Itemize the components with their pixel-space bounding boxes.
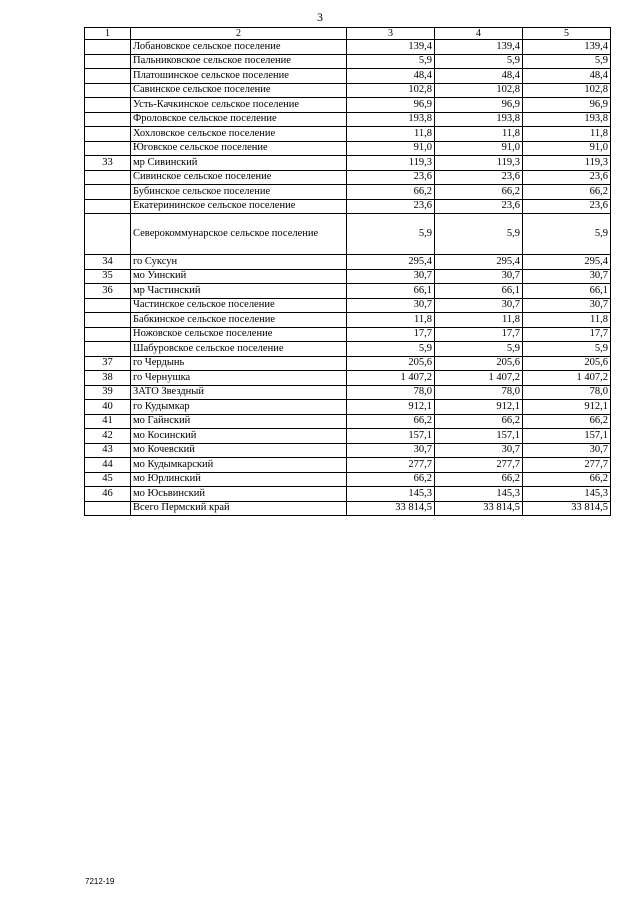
table-row: [85, 458, 611, 473]
municipality-name-cell: мо Уинский: [131, 269, 347, 284]
municipality-name-cell: мо Юрлинский: [131, 472, 347, 487]
municipality-name-cell: мо Косинский: [131, 429, 347, 444]
value-col-5-cell: 66,2: [523, 414, 611, 429]
value-col-3-cell: 145,3: [347, 487, 435, 502]
row-number-cell: [85, 501, 131, 516]
row-number-cell: [85, 83, 131, 98]
value-col-4-cell: 205,6: [435, 356, 523, 371]
value-col-4-cell: 91,0: [435, 141, 523, 156]
value-col-5-cell: 66,2: [523, 185, 611, 200]
value-col-5-cell: 5,9: [523, 342, 611, 357]
table-row: [85, 127, 611, 142]
value-col-3-cell: 91,0: [347, 141, 435, 156]
value-col-4-cell: 1 407,2: [435, 371, 523, 386]
value-col-4-cell: 912,1: [435, 400, 523, 415]
table-row: [85, 356, 611, 371]
value-col-3-cell: 1 407,2: [347, 371, 435, 386]
table-row: [85, 313, 611, 328]
table-row: [85, 112, 611, 127]
value-col-4-cell: 17,7: [435, 327, 523, 342]
page-number: 3: [317, 10, 323, 24]
value-col-5-cell: 5,9: [523, 214, 611, 255]
row-number-cell: 36: [85, 284, 131, 299]
row-number-cell: [85, 298, 131, 313]
budget-table: [84, 27, 611, 516]
value-col-5-cell: 1 407,2: [523, 371, 611, 386]
value-col-3-cell: 66,2: [347, 414, 435, 429]
municipality-name-cell: го Кудымкар: [131, 400, 347, 415]
value-col-5-cell: 30,7: [523, 269, 611, 284]
value-col-5-cell: 23,6: [523, 170, 611, 185]
value-col-3-cell: 30,7: [347, 269, 435, 284]
row-number-cell: [85, 342, 131, 357]
value-col-3-cell: 66,2: [347, 185, 435, 200]
municipality-name-cell: го Чернушка: [131, 371, 347, 386]
row-number-cell: 44: [85, 458, 131, 473]
value-col-3-cell: 912,1: [347, 400, 435, 415]
municipality-name-cell: Сивинское сельское поселение: [131, 170, 347, 185]
table-row: [85, 371, 611, 386]
row-number-cell: 35: [85, 269, 131, 284]
value-col-3-cell: 33 814,5: [347, 501, 435, 516]
value-col-5-cell: 23,6: [523, 199, 611, 214]
municipality-name-cell: мо Кудымкарский: [131, 458, 347, 473]
value-col-4-cell: 66,1: [435, 284, 523, 299]
value-col-3-cell: 119,3: [347, 156, 435, 171]
row-number-cell: 40: [85, 400, 131, 415]
value-col-4-cell: 11,8: [435, 313, 523, 328]
value-col-4-cell: 48,4: [435, 69, 523, 84]
row-number-cell: 39: [85, 385, 131, 400]
value-col-4-cell: 11,8: [435, 127, 523, 142]
table-row: [85, 269, 611, 284]
municipality-name-cell: Платошинское сельское поселение: [131, 69, 347, 84]
header-col-1: 1: [85, 28, 131, 40]
value-col-5-cell: 66,1: [523, 284, 611, 299]
row-number-cell: [85, 40, 131, 55]
value-col-3-cell: 5,9: [347, 214, 435, 255]
value-col-4-cell: 66,2: [435, 472, 523, 487]
value-col-5-cell: 157,1: [523, 429, 611, 444]
row-number-cell: 42: [85, 429, 131, 444]
value-col-4-cell: 30,7: [435, 269, 523, 284]
value-col-4-cell: 139,4: [435, 40, 523, 55]
municipality-name-cell: го Суксун: [131, 255, 347, 270]
table-row: [85, 472, 611, 487]
value-col-4-cell: 23,6: [435, 170, 523, 185]
value-col-3-cell: 5,9: [347, 54, 435, 69]
value-col-4-cell: 277,7: [435, 458, 523, 473]
value-col-4-cell: 145,3: [435, 487, 523, 502]
header-col-5: 5: [523, 28, 611, 40]
value-col-5-cell: 912,1: [523, 400, 611, 415]
table-row: [85, 400, 611, 415]
value-col-5-cell: 96,9: [523, 98, 611, 113]
value-col-5-cell: 91,0: [523, 141, 611, 156]
municipality-name-cell: Шабуровское сельское поселение: [131, 342, 347, 357]
value-col-5-cell: 205,6: [523, 356, 611, 371]
table-row: [85, 141, 611, 156]
header-col-3: 3: [347, 28, 435, 40]
table-row: [85, 443, 611, 458]
document-code: 7212-19: [85, 877, 115, 886]
table-row: [85, 156, 611, 171]
row-number-cell: [85, 185, 131, 200]
value-col-5-cell: 78,0: [523, 385, 611, 400]
municipality-name-cell: мо Гайнский: [131, 414, 347, 429]
value-col-4-cell: 5,9: [435, 214, 523, 255]
value-col-3-cell: 11,8: [347, 313, 435, 328]
municipality-name-cell: ЗАТО Звездный: [131, 385, 347, 400]
value-col-4-cell: 66,2: [435, 414, 523, 429]
value-col-3-cell: 66,2: [347, 472, 435, 487]
table-row: [85, 98, 611, 113]
value-col-3-cell: 102,8: [347, 83, 435, 98]
municipality-name-cell: Савинское сельское поселение: [131, 83, 347, 98]
value-col-5-cell: 17,7: [523, 327, 611, 342]
value-col-3-cell: 48,4: [347, 69, 435, 84]
municipality-name-cell: Частинское сельское поселение: [131, 298, 347, 313]
municipality-name-cell: мо Кочевский: [131, 443, 347, 458]
value-col-3-cell: 277,7: [347, 458, 435, 473]
value-col-5-cell: 5,9: [523, 54, 611, 69]
value-col-5-cell: 30,7: [523, 443, 611, 458]
value-col-3-cell: 5,9: [347, 342, 435, 357]
table-row: [85, 429, 611, 444]
row-number-cell: [85, 112, 131, 127]
row-number-cell: 45: [85, 472, 131, 487]
value-col-3-cell: 30,7: [347, 443, 435, 458]
value-col-3-cell: 11,8: [347, 127, 435, 142]
table-row: [85, 342, 611, 357]
table-row: [85, 298, 611, 313]
municipality-name-cell: Бубинское сельское поселение: [131, 185, 347, 200]
value-col-5-cell: 30,7: [523, 298, 611, 313]
value-col-3-cell: 23,6: [347, 170, 435, 185]
value-col-5-cell: 66,2: [523, 472, 611, 487]
value-col-3-cell: 78,0: [347, 385, 435, 400]
table-row: [85, 83, 611, 98]
value-col-3-cell: 205,6: [347, 356, 435, 371]
value-col-3-cell: 30,7: [347, 298, 435, 313]
municipality-name-cell: мо Юсьвинский: [131, 487, 347, 502]
value-col-4-cell: 102,8: [435, 83, 523, 98]
municipality-name-cell: Ножовское сельское поселение: [131, 327, 347, 342]
row-number-cell: [85, 141, 131, 156]
municipality-name-cell: Бабкинское сельское поселение: [131, 313, 347, 328]
value-col-3-cell: 295,4: [347, 255, 435, 270]
row-number-cell: [85, 327, 131, 342]
table-row: [85, 40, 611, 55]
municipality-name-cell: мр Сивинский: [131, 156, 347, 171]
value-col-3-cell: 66,1: [347, 284, 435, 299]
value-col-4-cell: 193,8: [435, 112, 523, 127]
value-col-4-cell: 33 814,5: [435, 501, 523, 516]
table-row: [85, 185, 611, 200]
municipality-name-cell: Юговское сельское поселение: [131, 141, 347, 156]
row-number-cell: [85, 199, 131, 214]
table-row: [85, 199, 611, 214]
municipality-name-cell: Всего Пермский край: [131, 501, 347, 516]
row-number-cell: [85, 69, 131, 84]
value-col-3-cell: 96,9: [347, 98, 435, 113]
value-col-4-cell: 30,7: [435, 443, 523, 458]
table-row: [85, 501, 611, 516]
value-col-4-cell: 66,2: [435, 185, 523, 200]
municipality-name-cell: Лобановское сельское поселение: [131, 40, 347, 55]
value-col-5-cell: 48,4: [523, 69, 611, 84]
municipality-name-cell: Екатерининское сельское поселение: [131, 199, 347, 214]
table-row: [85, 54, 611, 69]
row-number-cell: [85, 214, 131, 255]
value-col-4-cell: 30,7: [435, 298, 523, 313]
row-number-cell: [85, 313, 131, 328]
table-row: [85, 327, 611, 342]
row-number-cell: [85, 170, 131, 185]
table-row: [85, 284, 611, 299]
value-col-4-cell: 5,9: [435, 54, 523, 69]
table-row: [85, 170, 611, 185]
table-row: [85, 385, 611, 400]
header-col-4: 4: [435, 28, 523, 40]
row-number-cell: [85, 54, 131, 69]
value-col-4-cell: 96,9: [435, 98, 523, 113]
value-col-4-cell: 23,6: [435, 199, 523, 214]
table-row: [85, 255, 611, 270]
header-row: [85, 28, 611, 40]
value-col-3-cell: 157,1: [347, 429, 435, 444]
value-col-5-cell: 11,8: [523, 313, 611, 328]
row-number-cell: 41: [85, 414, 131, 429]
table-body: [85, 28, 611, 516]
value-col-5-cell: 33 814,5: [523, 501, 611, 516]
row-number-cell: [85, 127, 131, 142]
value-col-4-cell: 157,1: [435, 429, 523, 444]
value-col-5-cell: 145,3: [523, 487, 611, 502]
row-number-cell: 46: [85, 487, 131, 502]
value-col-5-cell: 295,4: [523, 255, 611, 270]
table-row: [85, 69, 611, 84]
municipality-name-cell: Северокоммунарское сельское поселение: [131, 214, 347, 255]
table-row: [85, 214, 611, 255]
value-col-4-cell: 78,0: [435, 385, 523, 400]
municipality-name-cell: Фроловское сельское поселение: [131, 112, 347, 127]
value-col-4-cell: 5,9: [435, 342, 523, 357]
row-number-cell: 38: [85, 371, 131, 386]
value-col-4-cell: 295,4: [435, 255, 523, 270]
municipality-name-cell: го Чердынь: [131, 356, 347, 371]
value-col-4-cell: 119,3: [435, 156, 523, 171]
municipality-name-cell: Пальниковское сельское поселение: [131, 54, 347, 69]
value-col-5-cell: 193,8: [523, 112, 611, 127]
value-col-3-cell: 193,8: [347, 112, 435, 127]
value-col-5-cell: 11,8: [523, 127, 611, 142]
row-number-cell: 33: [85, 156, 131, 171]
value-col-5-cell: 277,7: [523, 458, 611, 473]
row-number-cell: 37: [85, 356, 131, 371]
value-col-3-cell: 17,7: [347, 327, 435, 342]
value-col-3-cell: 139,4: [347, 40, 435, 55]
row-number-cell: [85, 98, 131, 113]
row-number-cell: 34: [85, 255, 131, 270]
value-col-5-cell: 102,8: [523, 83, 611, 98]
header-col-2: 2: [131, 28, 347, 40]
value-col-5-cell: 139,4: [523, 40, 611, 55]
municipality-name-cell: Усть-Качкинское сельское поселение: [131, 98, 347, 113]
row-number-cell: 43: [85, 443, 131, 458]
value-col-5-cell: 119,3: [523, 156, 611, 171]
municipality-name-cell: мр Частинский: [131, 284, 347, 299]
table-row: [85, 487, 611, 502]
value-col-3-cell: 23,6: [347, 199, 435, 214]
table-row: [85, 414, 611, 429]
municipality-name-cell: Хохловское сельское поселение: [131, 127, 347, 142]
